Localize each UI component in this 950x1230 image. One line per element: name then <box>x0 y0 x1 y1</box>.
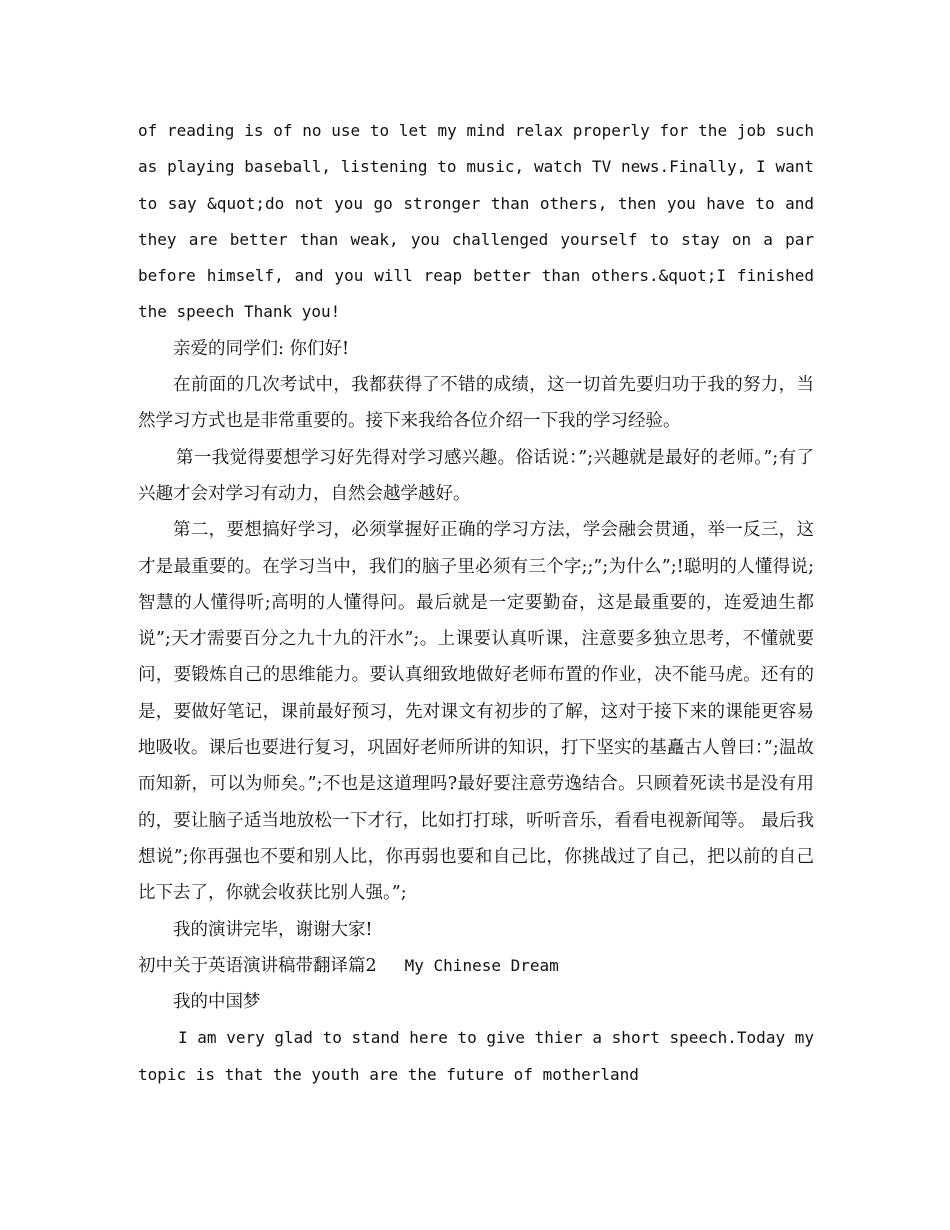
paragraph-second-point: 第二，要想搞好学习，必须掌握好正确的学习方法，学会融会贯通，举一反三，这才是最重要的。在学习当中，我们的脑子里必须有三个字;;”;为什么”;!聪明的人懂得说;智慧的人懂得听;高明的人懂得问。最后就是一定要勤奋，这是最重要的，连爱迪生都说”;天才需要百分之九十九的汗水”;。上课要认真听课，注意要多独立思考，不懂就要问，要锻炼自己的思维能力。要认真细致地做好老师布置的作业，决不能马虎。还有的是，要做好笔记，课前最好预习，先对课文有初步的了解，这对于接下来的课能更容易地吸收。课后也要进行复习，巩固好老师所讲的知识，打下坚实的基矗古人曾曰：”;温故而知新，可以为师矣。”;不也是这道理吗?最好要注意劳逸结合。只顾着死读书是没有用的，要让脑子适当地放松一下才行，比如打打球，听听音乐，看看电视新闻等。 最后我想说”;你再强也不要和别人比，你再弱也要和自己比，你挑战过了自己，把以前的自己比下去了，你就会收获比别人强。”; <box>138 520 814 904</box>
paragraph-greeting: 亲爱的同学们: 你们好! <box>173 338 349 359</box>
paragraph-first-point: 第一我觉得要想学习好先得对学习感兴趣。俗话说：”;兴趣就是最好的老师。”;有了兴趣才会对学习有动力，自然会越学越好。 <box>138 447 814 504</box>
document-page <box>138 113 814 1093</box>
paragraph-english-closing: of reading is of no use to let my mind relax properly for the job such as playing baseball, listening to music, watch TV news.Finally, I want to say &quot;do not you go stronger than others, then you have to and they are better than weak, you challenged yourself to stay on a par before himself, and you will reap better than others.&quot;I finished the speech Thank you! <box>138 121 814 322</box>
paragraph-subtitle: 我的中国梦 <box>173 992 261 1013</box>
paragraph-intro: 在前面的几次考试中，我都获得了不错的成绩，这一切首先要归功于我的努力，当然学习方式也是非常重要的。接下来我给各位介绍一下我的学习经验。 <box>138 375 814 432</box>
paragraph-thanks: 我的演讲完毕，谢谢大家! <box>173 919 373 940</box>
section-heading-english: My Chinese Dream <box>404 955 559 975</box>
paragraph-english-opening: I am very glad to stand here to give thier a short speech.Today my topic is that the youth are the future of motherland <box>138 1028 814 1084</box>
section-heading-chinese: 初中关于英语演讲稿带翻译篇2 <box>138 955 377 976</box>
section-heading <box>138 948 814 984</box>
